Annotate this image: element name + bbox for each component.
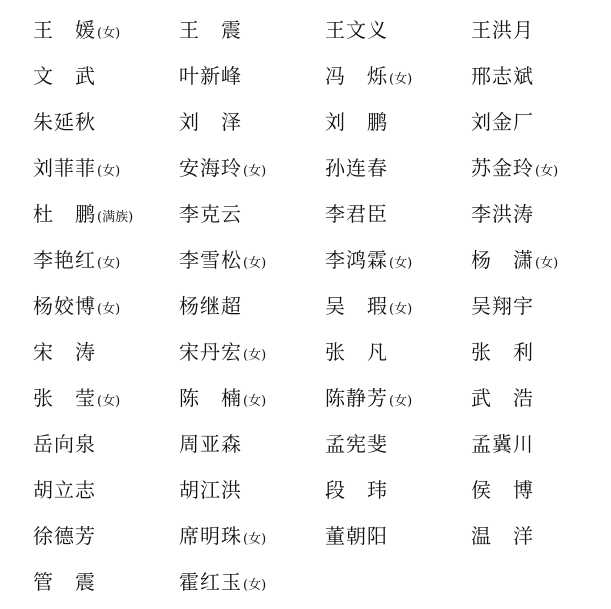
person-note: (满族)	[97, 210, 134, 225]
person-name: 王 媛	[33, 18, 96, 42]
person-name: 王 震	[179, 18, 242, 42]
person-name: 李艳红	[33, 248, 96, 272]
person-name: 李克云	[179, 202, 242, 226]
name-entry	[325, 7, 471, 53]
name-entry	[471, 53, 601, 99]
person-name: 岳向泉	[33, 432, 96, 456]
person-name: 刘金厂	[471, 110, 534, 134]
name-entry	[179, 559, 325, 605]
name-entry	[325, 99, 471, 145]
person-name: 朱延秋	[33, 110, 96, 134]
person-name: 杜 鹏	[33, 202, 96, 226]
person-name: 胡立志	[33, 478, 96, 502]
person-name: 孟宪斐	[325, 432, 388, 456]
person-note: (女)	[243, 348, 267, 363]
person-name: 文 武	[33, 64, 96, 88]
name-entry	[471, 467, 601, 513]
name-entry	[471, 7, 601, 53]
name-entry	[471, 375, 601, 421]
person-name: 刘菲菲	[33, 156, 96, 180]
name-entry	[179, 283, 325, 329]
person-note: (女)	[97, 26, 121, 41]
person-name: 王文义	[325, 18, 388, 42]
person-name: 杨继超	[179, 294, 242, 318]
name-entry	[179, 237, 325, 283]
name-entry	[471, 99, 601, 145]
name-entry	[179, 421, 325, 467]
person-name: 李鸿霖	[325, 248, 388, 272]
person-note: (女)	[389, 302, 413, 317]
name-entry	[325, 375, 471, 421]
person-note: (女)	[243, 394, 267, 409]
person-name: 宋 涛	[33, 340, 96, 364]
person-note: (女)	[389, 394, 413, 409]
person-name: 刘 泽	[179, 110, 242, 134]
name-entry	[33, 375, 179, 421]
name-entry	[471, 145, 601, 191]
name-entry	[33, 467, 179, 513]
person-name: 宋丹宏	[179, 340, 242, 364]
name-entry	[325, 283, 471, 329]
person-name: 陈 楠	[179, 386, 242, 410]
person-name: 周亚森	[179, 432, 242, 456]
name-entry	[179, 191, 325, 237]
name-entry	[325, 53, 471, 99]
name-entry	[33, 329, 179, 375]
name-entry	[325, 421, 471, 467]
name-entry	[471, 329, 601, 375]
person-name: 吴 瑕	[325, 294, 388, 318]
name-grid	[33, 7, 601, 605]
person-name: 温 洋	[471, 524, 534, 548]
name-entry	[33, 145, 179, 191]
person-name: 霍红玉	[179, 570, 242, 594]
person-name: 杨姣博	[33, 294, 96, 318]
name-entry	[33, 99, 179, 145]
name-entry	[325, 145, 471, 191]
name-entry	[179, 145, 325, 191]
name-entry	[179, 467, 325, 513]
name-entry	[33, 283, 179, 329]
name-entry	[179, 513, 325, 559]
name-entry	[33, 421, 179, 467]
name-entry	[179, 7, 325, 53]
person-name: 董朝阳	[325, 524, 388, 548]
person-note: (女)	[97, 256, 121, 271]
name-entry	[471, 513, 601, 559]
person-name: 吴翔宇	[471, 294, 534, 318]
name-entry	[471, 283, 601, 329]
person-name: 李君臣	[325, 202, 388, 226]
name-entry	[471, 237, 601, 283]
person-name: 刘 鹏	[325, 110, 388, 134]
person-name: 张 莹	[33, 386, 96, 410]
person-name: 李洪涛	[471, 202, 534, 226]
person-name: 侯 博	[471, 478, 534, 502]
name-entry	[179, 99, 325, 145]
person-name: 段 玮	[325, 478, 388, 502]
name-entry	[33, 191, 179, 237]
name-entry	[325, 237, 471, 283]
name-entry	[325, 329, 471, 375]
person-name: 徐德芳	[33, 524, 96, 548]
person-note: (女)	[243, 164, 267, 179]
name-entry	[33, 237, 179, 283]
person-name: 陈静芳	[325, 386, 388, 410]
name-entry	[179, 53, 325, 99]
name-entry	[471, 191, 601, 237]
name-entry	[33, 513, 179, 559]
person-name: 武 浩	[471, 386, 534, 410]
name-entry	[33, 53, 179, 99]
name-entry	[325, 467, 471, 513]
name-entry	[471, 421, 601, 467]
person-name: 孟冀川	[471, 432, 534, 456]
person-name: 管 震	[33, 570, 96, 594]
name-entry	[179, 329, 325, 375]
person-note: (女)	[97, 394, 121, 409]
person-name: 李雪松	[179, 248, 242, 272]
person-name: 叶新峰	[179, 64, 242, 88]
person-name: 张 利	[471, 340, 534, 364]
person-note: (女)	[97, 302, 121, 317]
person-note: (女)	[243, 256, 267, 271]
name-entry	[325, 513, 471, 559]
person-note: (女)	[389, 256, 413, 271]
name-entry	[33, 559, 179, 605]
person-name: 安海玲	[179, 156, 242, 180]
person-note: (女)	[243, 578, 267, 593]
person-name: 苏金玲	[471, 156, 534, 180]
person-name: 席明珠	[179, 524, 242, 548]
person-note: (女)	[97, 164, 121, 179]
name-entry	[33, 7, 179, 53]
person-name: 孙连春	[325, 156, 388, 180]
name-entry	[179, 375, 325, 421]
person-note: (女)	[243, 532, 267, 547]
person-name: 胡江洪	[179, 478, 242, 502]
person-name: 冯 烁	[325, 64, 388, 88]
person-name: 杨 潇	[471, 248, 534, 272]
person-name: 张 凡	[325, 340, 388, 364]
person-note: (女)	[535, 164, 559, 179]
person-note: (女)	[389, 72, 413, 87]
person-name: 王洪月	[471, 18, 534, 42]
name-entry	[325, 191, 471, 237]
person-note: (女)	[535, 256, 559, 271]
person-name: 邢志斌	[471, 64, 534, 88]
